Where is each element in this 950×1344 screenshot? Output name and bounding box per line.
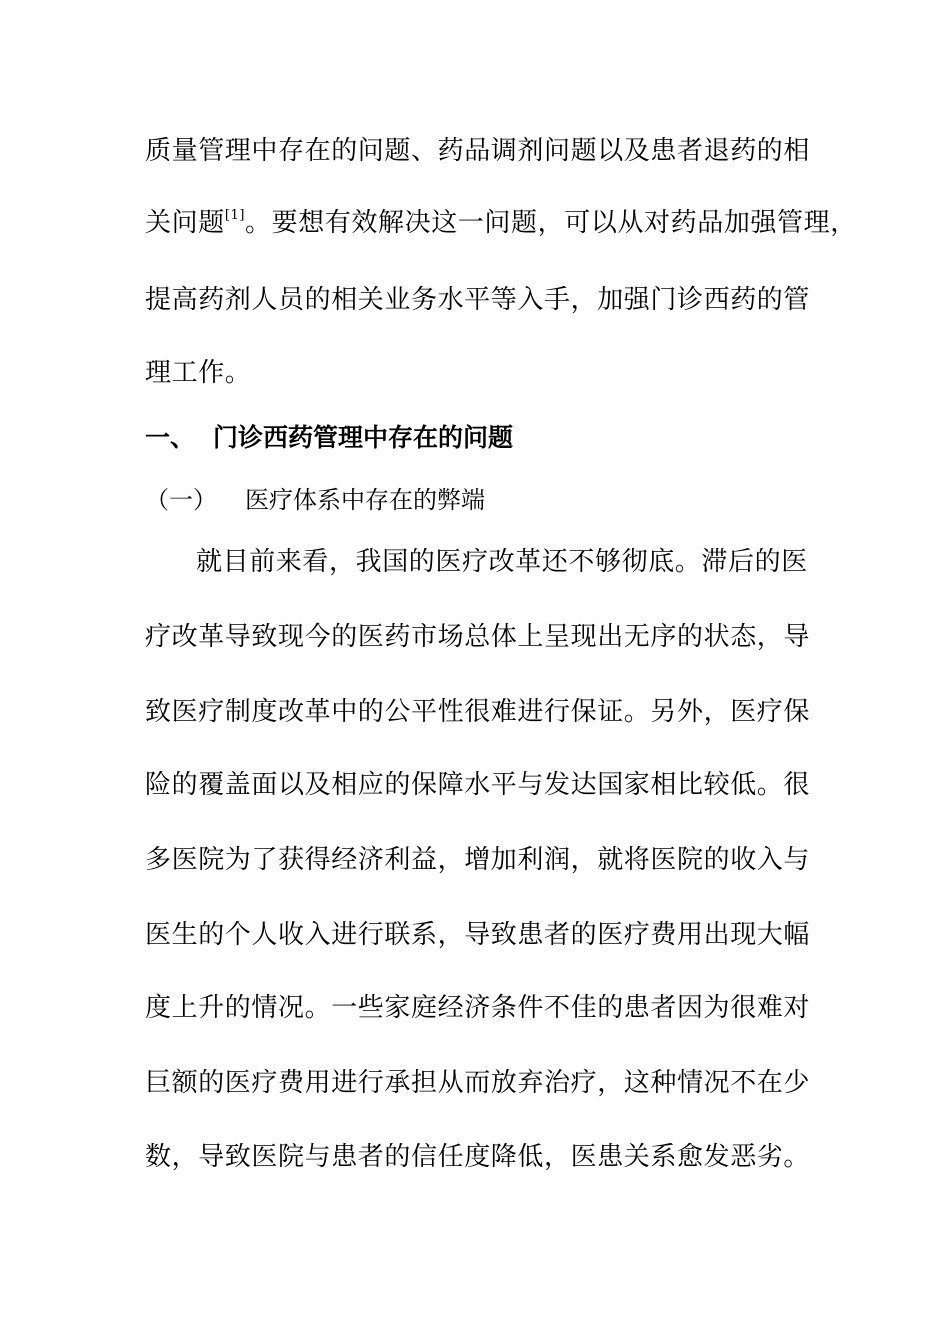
subsection-title: 医疗体系中存在的弊端 — [245, 486, 485, 514]
subsection-heading — [145, 485, 485, 515]
subsection-number: （一） — [145, 486, 217, 514]
citation-reference: [1] — [224, 208, 246, 223]
paragraph-line: 度上升的情况。一些家庭经济条件不佳的患者因为很难对 — [145, 993, 811, 1023]
paragraph-line: 巨额的医疗费用进行承担从而放弃治疗，这种情况不在少 — [145, 1068, 811, 1098]
paragraph-line: 疗改革导致现今的医药市场总体上呈现出无序的状态，导 — [145, 622, 811, 652]
section-title: 门诊西药管理中存在的问题 — [213, 423, 514, 452]
paragraph-line: 数，导致医院与患者的信任度降低，医患关系愈发恶劣。 — [145, 1142, 811, 1172]
paragraph-text: 关问题 — [145, 208, 225, 238]
paragraph-line: 质量管理中存在的问题、药品调剂问题以及患者退药的相 — [145, 136, 811, 166]
paragraph-line: 理工作。 — [145, 358, 252, 388]
paragraph-line: 医生的个人收入进行联系，导致患者的医疗费用出现大幅 — [145, 920, 811, 950]
paragraph-line: 多医院为了获得经济利益，增加利润，就将医院的收入与 — [145, 845, 811, 875]
paragraph-line: 提高药剂人员的相关业务水平等入手，加强门诊西药的管 — [145, 285, 811, 315]
paragraph-line: 险的覆盖面以及相应的保障水平与发达国家相比较低。很 — [145, 770, 811, 800]
section-number: 一、 — [145, 423, 196, 452]
paragraph-line: 就目前来看，我国的医疗改革还不够彻底。滞后的医 — [196, 547, 808, 577]
paragraph-text: 。要想有效解决这一问题，可以从对药品加强管理， — [245, 208, 857, 238]
paragraph-line: 致医疗制度改革中的公平性很难进行保证。另外，医疗保 — [145, 697, 811, 727]
paragraph-line — [145, 208, 857, 238]
section-heading — [145, 423, 513, 453]
